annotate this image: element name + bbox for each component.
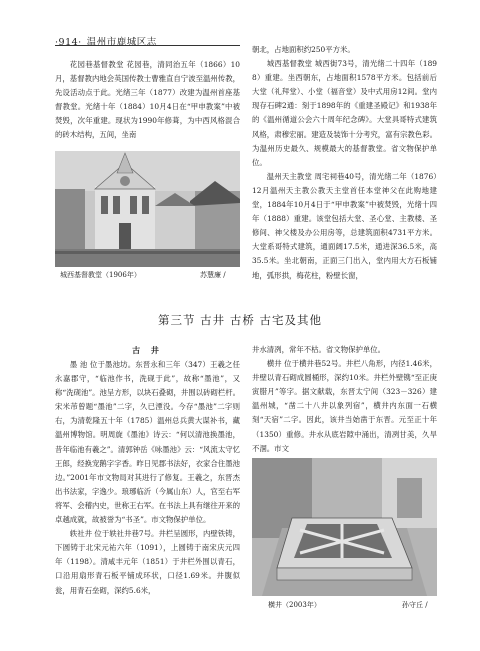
sub-title: 古 井 (132, 345, 163, 355)
paragraph: 井水清冽，常年不枯。省文物保护单位。 (252, 345, 386, 354)
text-column-bottom-right (252, 343, 437, 456)
paragraph: 横井 位于横井巷52号。井栏八角形，内径1.46米，井壁以青石砌成圆桶形，深约10米。井栏外壁镌“至正庚寅腊月”等字。据文献载，东晋太宁间（323－326）建温州城，“凿二十八井以象列宿”，横井内东面一石横刻“天宿”二字。因此，该井当始凿于东晋。元至正十年（1350）重修。井水从底岩隙中涌出，清冽甘美，久旱不涸。市文 (252, 359, 437, 453)
paragraph: 轶社井 位于轶社井巷7号。井栏呈圆形，内壁铁铸，下圆铸于北宋元祐六年（1091），上圆铸于南宋庆元四年（1198）。清咸丰元年（1851）于井栏外围以青石，口沿用扇形青石板平铺成环状，口径1.69米。井腹似瓮，用青石垒砌，深约5.6米， (55, 529, 240, 595)
paragraph: 朝北，占地面积约250平方米。 (252, 45, 355, 54)
text-column-bottom-left (55, 358, 240, 598)
photo-caption-right: 苏慧廉 / (200, 271, 226, 279)
church-photo (55, 151, 240, 267)
paragraph: 城西基督教堂 城西街73号，清光绪二十四年（1898）重建。坐西朝东，占地面积1578平方米。包括前后大堂（礼拜堂）、小堂（福音堂）及中式用房12间。堂内现存石碑2通：刻于1898年的《重建圣殿记》和1938年的《温州循道公会六十周年纪念碑》。大堂具哥特式建筑风格，肃穆宏丽。建造及装饰十分考究，富有宗教色彩。为温州历史最久、规模最大的基督教堂。省文物保护单位。 (252, 59, 437, 167)
photo-caption-left: 城西基督教堂（1906年） (60, 271, 141, 279)
well-illustration (252, 458, 437, 596)
book-title: 温州市鹿城区志 (86, 37, 157, 48)
church-illustration (55, 151, 240, 267)
paragraph: 花园巷基督教堂 花园巷，清同治五年（1866）10月，基督教内地会英国传教士曹雅直自宁波至温州传教，先设活动点于此。光绪三年（1877）改建为温州首座基督教堂。光绪十年（1884）10月4日在“甲申教案”中被焚毁，次年重建。现状为1990年修葺，为中西风格混合的砖木结构，五间，坐南 (55, 60, 240, 140)
header-rule (55, 45, 240, 46)
text-column-top-left (55, 58, 240, 143)
photo-caption-right: 孙守丘 / (402, 601, 428, 609)
section-title: 第三节 古井 古桥 古宅及其他 (158, 313, 322, 327)
paragraph: 温州天主教堂 周宅祠巷40号，清光绪二年（1876）12月温州天主教公教天主堂首任本堂神父在此购地建堂，1884年10月4日于“甲申教案”中被焚毁，光绪十四年（1888）重建。该堂包括大堂、圣心堂、主教楼、圣修间、神父楼及办公用房等，总建筑面积4731平方米。大堂系哥特式建筑，通面阔17.5米，通进深36.5米，高35.5米。坐北朝南，正面三门出入，堂内用大方石板铺地，弧形拱，梅花柱，粉壁长窗， (252, 171, 437, 280)
page-number: ·914· (55, 37, 82, 48)
well-photo (252, 458, 437, 596)
paragraph: 墨 池 位于墨池坊。东晋永和三年（347）王羲之任永嘉郡守，“临池作书，洗砚于此”，故称“墨池”，又称“洗砚池”。池呈方形，以块石叠砌，井围以砖砌栏杆。宋米芾曾题“墨池”二字，久已湮没。今存“墨池”二字则右，为清乾隆五十年（1785）温州总兵黄大谋补书，藏温州博物馆。明周旋《墨池》诗云：“何以清池换墨池，昔年临池有羲之”。清郭钟岳《咏墨池》云：“风流太守忆王郎，经换宠鹅字字香。昨日见郡书法好，衣家合住墨池边。”2001年市文物局对其进行了修复。王羲之，东晋杰出书法家，字逸少。琅琊临沂（今属山东）人，官至右军将军、会稽内史，世称王右军。在书法上具有继往开来的卓越成就，故被誉为“书圣”。市文物保护单位。 (55, 360, 240, 525)
text-column-top-right (252, 43, 437, 283)
photo-caption-left: 横井（2003年） (268, 601, 321, 609)
